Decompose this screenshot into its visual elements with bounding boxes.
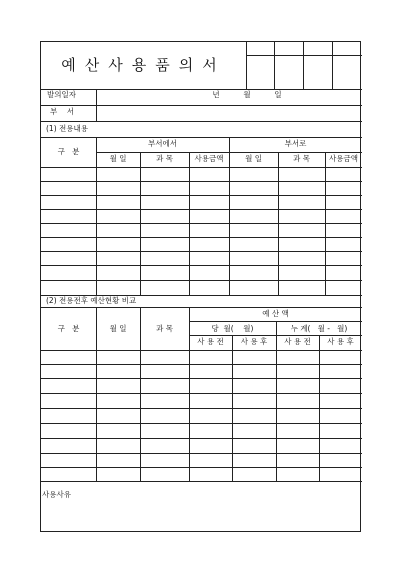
budget-amount-header: 예 산 액 — [262, 309, 289, 318]
section1-from-amount-header: 사용금액 — [194, 154, 224, 163]
dept-label: 부 서 — [50, 107, 75, 116]
current-before-header: 사 용 전 — [197, 337, 224, 346]
section2-subject-header: 과 목 — [156, 324, 173, 333]
budget-request-form — [40, 41, 361, 532]
section2-month-header: 월 일 — [109, 324, 127, 333]
section1-to-subject-header: 과 목 — [293, 154, 310, 163]
reason-field[interactable] — [41, 501, 360, 531]
section1-heading: (1) 전용내용 — [46, 124, 88, 133]
cumulative-after-header: 사 용 후 — [327, 337, 354, 346]
section2-category-header: 구 분 — [57, 324, 80, 333]
section1-from-header: 부서에서 — [148, 139, 177, 148]
section1-to-header: 부서로 — [284, 139, 307, 148]
date-month: 월 — [243, 90, 251, 99]
section1-from-month-header: 월 일 — [109, 154, 127, 163]
date-day: 일 — [274, 90, 282, 99]
section1-category-header: 구 분 — [57, 147, 80, 156]
form-title: 예산사용품의서 — [61, 56, 226, 74]
section1-from-subject-header: 과 목 — [156, 154, 173, 163]
reason-label: 사용사유 — [42, 490, 71, 499]
cumulative-before-header: 사 용 전 — [284, 337, 311, 346]
date-label: 발의일자 — [47, 90, 76, 99]
cumulative-header: 누 계( 월 - 월) — [290, 324, 348, 333]
section2-heading: (2) 전용전후 예산현황 비교 — [46, 296, 137, 305]
section1-to-month-header: 월 일 — [245, 154, 262, 163]
current-month-header: 당 월( 월) — [211, 324, 254, 333]
section1-to-amount-header: 사용금액 — [329, 154, 358, 163]
date-year: 년 — [212, 90, 220, 99]
current-after-header: 사 용 후 — [240, 337, 268, 346]
